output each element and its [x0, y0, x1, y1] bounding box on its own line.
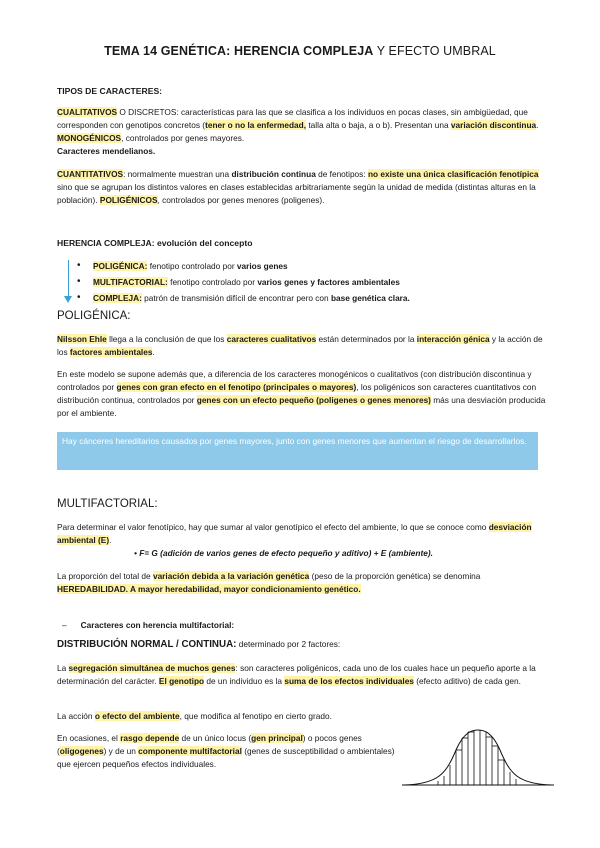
list-item: • POLIGÉNICA: fenotipo controlado por varios genes	[73, 258, 543, 274]
poligenica-heading: POLIGÉNICA:	[57, 310, 131, 322]
bullet-icon: •	[77, 260, 81, 271]
bullet-icon: •	[77, 276, 81, 287]
formula: • F= G (adición de varios genes de efecto pequeño y aditivo) + E (ambiente).	[134, 548, 433, 558]
cuantitativos-paragraph: CUANTITATIVOS: normalmente muestran una distribución continua de fenotipos: no existe una única clasificación fenotípica sino que se agrupan los distintos valores en clases establecidas arbitrariamente según la unidad de medida (distintas alturas en la población). POLIGÉNICOS, controlados por genes menores (poligenes).	[57, 169, 539, 205]
tipos-heading: TIPOS DE CARACTERES:	[57, 86, 163, 96]
info-callout: Hay cánceres hereditarios causados por genes mayores, junto con genes menores que aumentan el riesgo de desarrollarlos.	[57, 432, 538, 470]
evolution-arrow	[68, 260, 69, 300]
segregacion-paragraph: La segregación simultánea de muchos genes: son caracteres poligénicos, cada uno de los cuales hace un pequeño aporte a la determinación del carácter. El genotipo de un individuo es la suma de los efectos individuales (efecto aditivo) de cada gen.	[57, 663, 536, 686]
arrow-down-icon	[64, 296, 72, 303]
poligenica-paragraph-1: Nilsson Ehle llega a la conclusión de que los caracteres cualitativos están determinados por la interacción génica y la acción de los factores ambientales.	[57, 334, 543, 357]
cualitativos-paragraph: CUALITATIVOS O DISCRETOS: características para las que se clasifica a los individuos en pocas clases, sin ambigüedad, que corresponden con genotipos concretos (tener o no la enfermedad, talla alta o baja, a o b). Presentan una variación discontinua. MONOGÉNICOS, controlados por genes mayores. Caracteres mendelianos.	[57, 107, 539, 156]
list-item: • MULTIFACTORIAL: fenotipo controlado por varios genes y factores ambientales	[73, 274, 543, 290]
multifactorial-paragraph-1: Para determinar el valor fenotípico, hay que sumar al valor genotípico el efecto del ambiente, lo que se conoce como desviación ambiental (E).	[57, 522, 532, 545]
page-title: TEMA 14 GENÉTICA: HERENCIA COMPLEJA Y EFECTO UMBRAL	[104, 44, 496, 58]
herencia-heading: HERENCIA COMPLEJA: evolución del concepto	[57, 238, 253, 248]
dash-icon: –	[62, 620, 67, 630]
poligenica-paragraph-2: En este modelo se supone además que, a diferencia de los caracteres monogénicos o cualitativos (con distribución discontinua y controlados por genes con gran efecto en el fenotipo (principales o mayores), los poligénicos son caracteres cuantitativos con distribución continua, controlados por genes con un efecto pequeño (poligenes o genes menores) más una desviación producida por el ambiente.	[57, 369, 546, 418]
ambiente-paragraph: La acción o efecto del ambiente, que modifica al fenotipo en cierto grado.	[57, 711, 332, 721]
list-item: • COMPLEJA: patrón de transmisión difícil de encontrar pero con base genética clara.	[73, 290, 543, 306]
rasgo-paragraph: En ocasiones, el rasgo depende de un único locus (gen principal) o pocos genes (oligogenes) y de un componente multifactorial (genes de susceptibilidad o ambientales) que ejercen pequeños efectos individuales.	[57, 733, 395, 769]
distribucion-heading: DISTRIBUCIÓN NORMAL / CONTINUA: determinado por 2 factores:	[57, 639, 341, 650]
multifactorial-paragraph-2: La proporción del total de variación debida a la variación genética (peso de la proporción genética) se denomina HEREDABILIDAD. A mayor heredabilidad, mayor condicionamiento genético.	[57, 571, 481, 594]
multifactorial-heading: MULTIFACTORIAL:	[57, 498, 158, 510]
herencia-list	[73, 258, 543, 306]
bullet-icon: •	[77, 292, 81, 303]
normal-distribution-sketch	[398, 722, 558, 794]
subheading: – Caracteres con herencia multifactorial:	[62, 620, 235, 630]
